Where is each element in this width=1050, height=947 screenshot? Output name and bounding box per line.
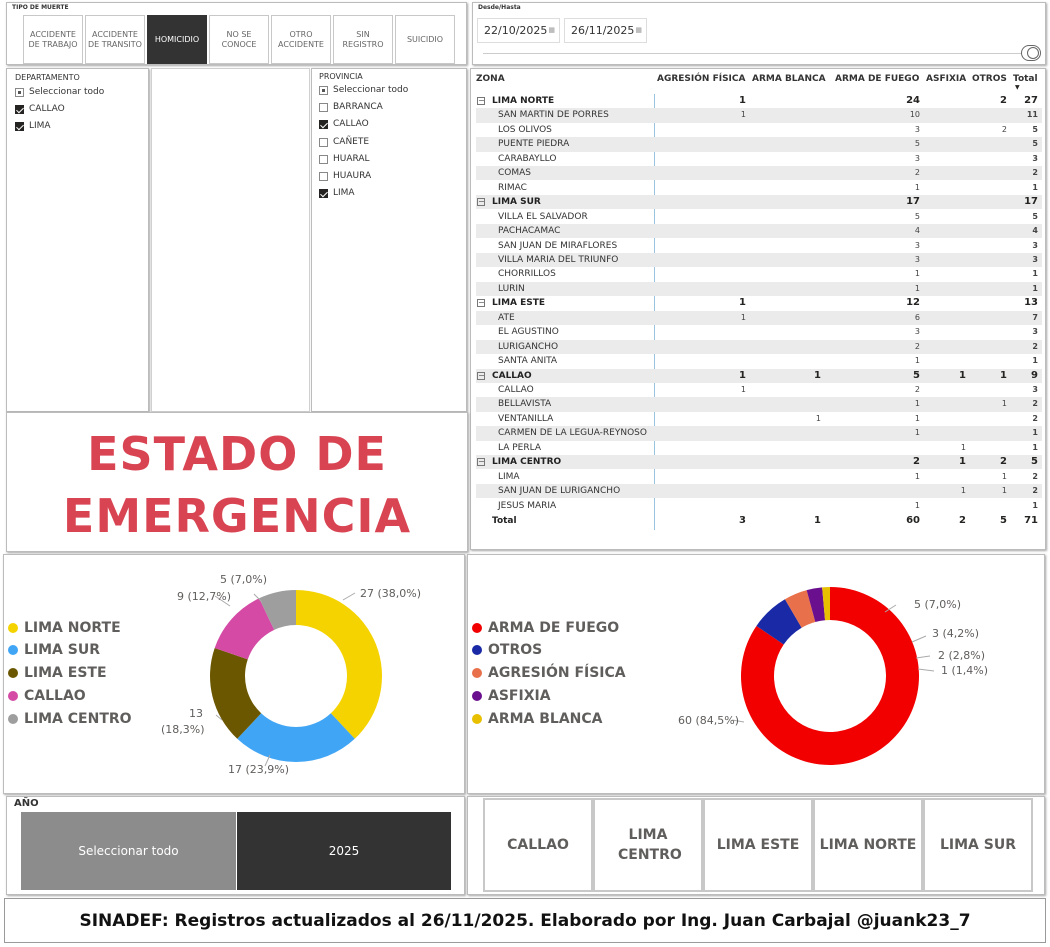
total-label: Total [492,516,517,527]
table-row[interactable] [476,311,1042,325]
cell-value: 3 [1032,385,1038,394]
cell-value: 1 [1032,500,1038,510]
checkbox-icon [319,86,328,95]
row-label: CARABAYLLO [498,153,557,164]
header-agresion-fisica[interactable]: AGRESIÓN FÍSICA [657,74,746,84]
row-label: SAN MARTIN DE PORRES [498,110,609,121]
cell-value: 17 [906,196,920,208]
cell-value: 2 [913,456,920,468]
row-label: SAN JUAN DE MIRAFLORES [498,240,618,251]
legend-lima-norte[interactable]: LIMA NORTE [8,620,121,636]
row-label: LIMA SUR [492,197,541,208]
cell-value: 1 [959,456,966,468]
tipo-no-se-conoce-button[interactable]: NO SE CONOCE [209,15,269,64]
cell-value: 1 [1032,356,1038,366]
cell-value: 1 [914,428,920,438]
provincia-item-barranca[interactable]: BARRANCA [319,102,383,112]
legend-dot [8,668,18,678]
header-arma-de-fuego[interactable]: ARMA DE FUEGO [835,74,920,84]
cell-value: 1 [1001,486,1007,496]
donut1-label-callao: 9 (12,7%) [177,590,232,603]
tipo-muerte-panel [6,2,467,65]
cell-value: 1 [914,283,920,293]
table-row[interactable] [476,499,1042,513]
table-row[interactable] [476,282,1042,296]
checkbox-icon [319,172,328,181]
cell-value: 1 [914,500,920,510]
cell-value: 1 [1032,442,1038,452]
donut2-label-asfixia: 2 (2,8%) [938,649,986,662]
departamento-item-lima[interactable]: LIMA [15,121,51,131]
cell-value: 13 [1024,297,1038,309]
header-arma-blanca[interactable]: ARMA BLANCA [752,74,826,84]
row-label: SAN JUAN DE LURIGANCHO [498,486,621,497]
provincia-item-huaura[interactable]: HUAURA [319,171,371,181]
cell-value: 3 [914,240,920,250]
cell-value: 2 [1032,341,1038,351]
cell-value: 1 [739,95,746,106]
donut1-label-lima-sur: 17 (23,9%) [228,763,290,776]
zona-lima-sur-button[interactable]: LIMA SUR [923,798,1033,892]
provincia-item-lima[interactable]: LIMA [319,188,355,198]
checkbox-icon [15,88,24,97]
donut-slice-lima-norte[interactable] [296,590,382,739]
legend-callao[interactable]: CALLAO [8,688,86,704]
row-label: LIMA ESTE [492,298,546,309]
legend-dot [472,714,482,724]
cell-value: 1 [914,399,920,409]
cell-value: 3 [914,153,920,163]
date-slider-handle[interactable] [1021,45,1041,61]
zona-lima-centro-button[interactable]: LIMA CENTRO [593,798,703,892]
cell-value: 10 [909,110,920,120]
row-label: VILLA MARIA DEL TRIUNFO [498,254,619,265]
cell-value: 2 [1000,95,1007,106]
row-label: RIMAC [498,182,527,193]
table-row[interactable] [476,239,1042,253]
legend-lima-centro[interactable]: LIMA CENTRO [8,711,132,727]
table-row[interactable] [476,470,1042,484]
cell-value: 3 [1032,240,1038,250]
legend-dot [472,623,482,633]
cell-value: 2 [914,385,920,394]
total-value: 5 [1000,515,1007,527]
legend-arma-de-fuego[interactable]: ARMA DE FUEGO [472,620,619,636]
departamento-slicer [6,68,149,412]
departamento-title: DEPARTAMENTO [15,73,80,82]
row-label: CARMEN DE LA LEGUA-REYNOSO [498,428,647,439]
cell-value: 7 [1032,312,1038,322]
table-row[interactable] [476,383,1042,397]
cell-value: 3 [1032,254,1038,264]
cell-value: 1 [739,297,746,309]
donut2-label-agresion-fisica: 3 (4,2%) [932,627,980,640]
table-row[interactable] [476,354,1042,368]
legend-dot [472,691,482,701]
collapse-icon[interactable]: − [478,298,485,308]
tipo-suicidio-button[interactable]: SUICIDIO [395,15,455,64]
table-row[interactable] [476,267,1042,281]
table-row[interactable] [476,210,1042,224]
cell-value: 1 [1000,369,1007,381]
donut1-label-lima-este-pct: (18,3%) [161,723,205,736]
cell-value: 24 [906,95,920,106]
cell-value: 2 [1032,486,1038,496]
cell-value: 1 [1032,182,1038,192]
zona-lima-norte-button[interactable]: LIMA NORTE [813,798,923,892]
checkbox-icon [15,122,24,131]
fecha-desde-value: 22/10/2025 [484,24,548,37]
collapse-icon[interactable]: − [478,370,485,380]
donut1-label-lima-norte: 27 (38,0%) [360,587,422,600]
fecha-hasta-input[interactable] [564,18,647,43]
cell-value: 17 [1024,196,1038,208]
row-label: LIMA CENTRO [492,457,562,468]
zona-group-row[interactable] [476,296,1042,310]
footer-credits: SINADEF: Registros actualizados al 26/11/2025. Elaborado por Ing. Juan Carbajal @juank23_7 [4,898,1046,943]
row-label: CALLAO [492,370,532,381]
cell-value: 5 [914,211,920,221]
fecha-desde-input[interactable] [477,18,560,43]
legend-lima-sur[interactable]: LIMA SUR [8,642,100,658]
table-row[interactable] [476,166,1042,180]
sort-desc-icon: ▼ [1015,84,1020,91]
emergency-title: ESTADO DE EMERGENCIA [62,427,412,543]
cell-value: 1 [815,413,821,423]
header-otros[interactable]: OTROS [972,74,1007,84]
cell-value: 1 [959,369,966,381]
cell-value: 1 [814,369,821,381]
fecha-title: Desde/Hasta [478,4,521,11]
legend-dot [472,668,482,678]
provincia-item-callao[interactable]: CALLAO [319,119,369,129]
table-row[interactable] [476,484,1042,498]
checkbox-icon [319,138,328,147]
cell-value: 9 [1031,369,1038,381]
donut-slice-lima-sur[interactable] [237,713,355,762]
legend-dot [8,645,18,655]
collapse-icon[interactable]: − [478,457,485,467]
total-value: 71 [1024,515,1038,527]
row-label: LA PERLA [498,442,541,453]
row-label: JESUS MARIA [498,500,557,511]
row-label: LURIGANCHO [498,341,559,352]
table-row[interactable] [476,441,1042,455]
cell-value: 5 [1031,456,1038,468]
provincia-item-huaral[interactable]: HUARAL [319,154,370,164]
row-label: LIMA [498,471,520,482]
cell-value: 2 [1032,399,1038,409]
cell-value: 6 [914,312,920,322]
zona-group-row[interactable] [476,455,1042,469]
provincia-slicer [311,68,467,412]
cell-value: 1 [1032,283,1038,293]
departamento-item-seleccionar-todo[interactable]: Seleccionar todo [15,87,104,97]
zona-group-row[interactable] [476,369,1042,383]
cell-value: 1 [739,369,746,381]
tipo-otro-accidente-button[interactable]: OTRO ACCIDENTE [271,15,331,64]
cell-value: 5 [1032,124,1038,134]
tipo-homicidio-button[interactable]: HOMICIDIO [147,15,207,64]
legend-agresion-fisica[interactable]: AGRESIÓN FÍSICA [472,665,626,681]
row-label: VENTANILLA [498,413,554,424]
calendar-icon: ▦ [548,26,555,34]
table-row[interactable] [476,152,1042,166]
cell-value: 4 [914,226,920,236]
cell-value: 12 [906,297,920,309]
table-row[interactable] [476,181,1042,195]
calendar-icon: ▦ [635,26,642,34]
checkbox-icon [319,189,328,198]
row-label: SANTA ANITA [498,356,558,367]
fecha-panel [472,2,1046,65]
cell-value: 1 [960,486,966,496]
cell-value: 1 [914,413,920,423]
fecha-hasta-value: 26/11/2025 [571,24,635,37]
row-label: LURIN [498,283,525,294]
donut1-label-lima-centro: 5 (7,0%) [220,573,268,586]
cell-value: 3 [914,327,920,337]
cell-value: 2 [914,341,920,351]
table-row[interactable] [476,340,1042,354]
cell-value: 1 [914,356,920,366]
cell-value: 1 [960,442,966,452]
cell-value: 3 [914,124,920,134]
cell-value: 1 [740,110,746,120]
anio-seleccionar-todo-button[interactable]: Seleccionar todo [21,812,236,890]
tipo-sin-registro-button[interactable]: SIN REGISTRO [333,15,393,64]
provincia-title: PROVINCIA [319,72,363,81]
checkbox-icon [319,103,328,112]
table-row[interactable] [476,253,1042,267]
row-label: EL AGUSTINO [498,327,559,338]
cell-value: 3 [914,254,920,264]
cell-value: 1 [914,471,920,481]
cell-value: 2 [1001,124,1007,134]
cell-value: 1 [1001,399,1007,409]
total-value: 3 [739,515,746,527]
cell-value: 3 [1032,153,1038,163]
header-zona[interactable]: ZONA [476,74,505,84]
cell-value: 3 [1032,327,1038,337]
table-row[interactable] [476,137,1042,151]
cell-value: 5 [913,369,920,381]
table-row[interactable] [476,426,1042,440]
row-label: PUENTE PIEDRA [498,139,570,150]
cell-value: 4 [1032,226,1038,236]
cell-value: 27 [1024,95,1038,106]
cell-value: 5 [1032,139,1038,149]
donut1-label-lima-este-value: 13 [189,707,203,720]
cell-value: 2 [1032,413,1038,423]
provincia-item-seleccionar-todo[interactable]: Seleccionar todo [319,85,408,95]
matrix-header [476,72,1042,92]
cell-value: 1 [740,312,746,322]
blank-panel [151,68,310,412]
table-row[interactable] [476,224,1042,238]
cell-value: 2 [1000,456,1007,468]
legend-dot [8,691,18,701]
cell-value: 1 [1032,428,1038,438]
donut2-label-arma-de-fuego: 60 (84,5%) [678,714,740,727]
total-value: 1 [814,515,821,527]
cell-value: 2 [914,168,920,178]
anio-title: AÑO [14,798,39,809]
table-row[interactable] [476,108,1042,122]
zona-group-row[interactable] [476,195,1042,209]
header-asfixia[interactable]: ASFIXIA [926,74,967,84]
donut2-label-otros: 5 (7,0%) [914,598,962,611]
tipo-muerte-title: TIPO DE MUERTE [12,4,69,11]
table-row[interactable] [476,123,1042,137]
row-label: CALLAO [498,385,534,395]
tipo-accidente-trabajo-button[interactable]: ACCIDENTE DE TRABAJO [23,15,83,64]
legend-lima-este[interactable]: LIMA ESTE [8,665,107,681]
provincia-item-canete[interactable]: CAÑETE [319,137,369,147]
cell-value: 1 [1001,471,1007,481]
row-label: LOS OLIVOS [498,124,552,135]
legend-arma-blanca[interactable]: ARMA BLANCA [472,711,603,727]
header-total[interactable]: Total [1013,74,1038,84]
legend-dot [472,645,482,655]
collapse-icon[interactable]: − [478,197,485,207]
anio-2025-button[interactable]: 2025 [237,812,451,890]
donut2-label-arma-blanca: 1 (1,4%) [941,664,989,677]
row-label: PACHACAMAC [498,226,561,237]
row-label: COMAS [498,168,532,179]
row-label: LIMA NORTE [492,96,555,106]
legend-dot [8,714,18,724]
cell-value: 5 [914,139,920,149]
collapse-icon[interactable]: − [478,96,485,105]
legend-otros[interactable]: OTROS [472,642,542,658]
legend-dot [8,623,18,633]
cell-value: 1 [914,269,920,279]
checkbox-icon [15,105,24,114]
cell-value: 2 [1032,471,1038,481]
total-value: 2 [959,515,966,527]
legend-asfixia[interactable]: ASFIXIA [472,688,551,704]
cell-value: 1 [740,385,746,394]
departamento-item-callao[interactable]: CALLAO [15,104,65,114]
cell-value: 2 [1032,168,1038,178]
table-row[interactable] [476,325,1042,339]
arma-donut-chart [640,570,1040,785]
checkbox-icon [319,155,328,164]
cell-value: 11 [1026,110,1038,120]
table-row[interactable] [476,397,1042,411]
total-row [476,514,1042,528]
cell-value: 1 [1032,269,1038,279]
row-label: VILLA EL SALVADOR [498,211,588,222]
zona-group-row[interactable] [476,94,1042,108]
tipo-accidente-transito-button[interactable]: ACCIDENTE DE TRANSITO [85,15,145,64]
checkbox-icon [319,120,328,129]
total-value: 60 [906,515,920,527]
zona-lima-este-button[interactable]: LIMA ESTE [703,798,813,892]
zona-callao-button[interactable]: CALLAO [483,798,593,892]
cell-value: 1 [914,182,920,192]
row-label: CHORRILLOS [498,269,556,280]
table-row[interactable] [476,412,1042,426]
row-label: BELLAVISTA [498,399,552,410]
cell-value: 5 [1032,211,1038,221]
row-label: ATE [498,312,515,323]
date-slider-track[interactable] [483,53,1023,54]
